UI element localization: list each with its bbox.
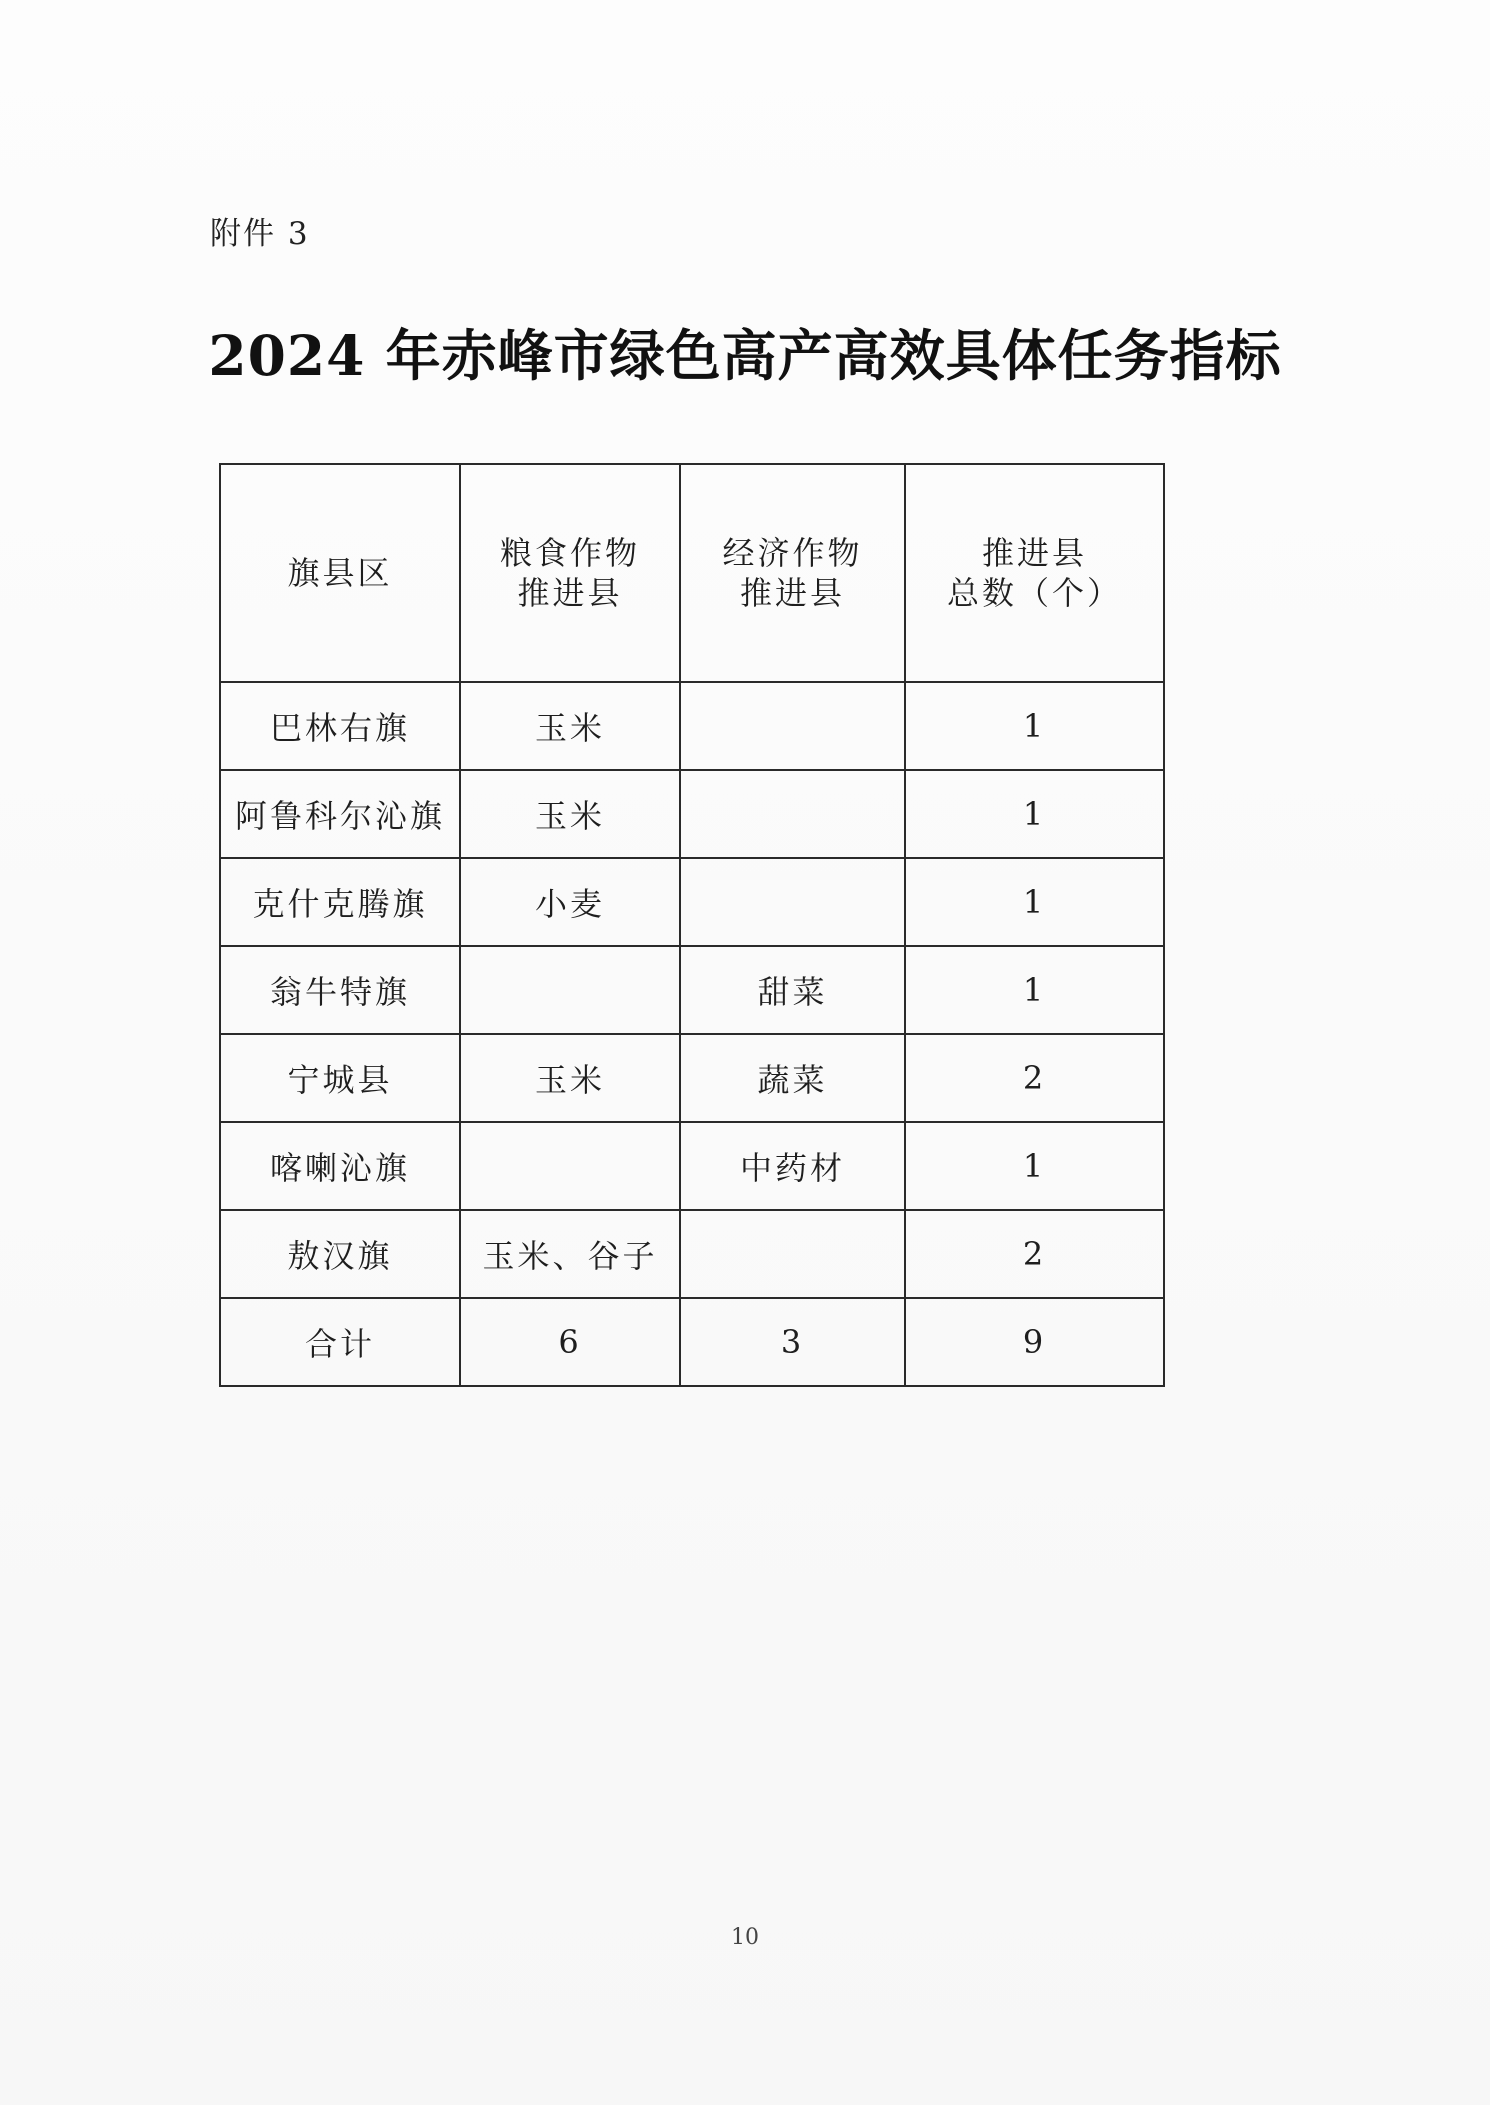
- cell-total: 1: [905, 770, 1164, 858]
- header-total-count: [905, 464, 1164, 682]
- table-row: [220, 1210, 1164, 1298]
- cell-grain: 玉米、谷子: [460, 1210, 680, 1298]
- table-row: [220, 770, 1164, 858]
- cell-total: 1: [905, 946, 1164, 1034]
- header-grain-crop: [460, 464, 680, 682]
- cell-grain: 玉米: [460, 1034, 680, 1122]
- cell-total: 1: [905, 1122, 1164, 1210]
- header-total-count-text: 推进县 总数（个）: [946, 534, 1122, 612]
- cell-economic: [680, 682, 905, 770]
- attachment-label: 附件 3: [210, 216, 310, 252]
- cell-county: 阿鲁科尔沁旗: [220, 770, 460, 858]
- document-title: 2024 年赤峰市绿色高产高效具体任务指标: [208, 323, 1282, 388]
- cell-summary-total: 9: [905, 1298, 1164, 1386]
- table-row: [220, 1122, 1164, 1210]
- cell-grain: [460, 1122, 680, 1210]
- table-header-row: [220, 464, 1164, 682]
- table-row: [220, 682, 1164, 770]
- table-row: [220, 946, 1164, 1034]
- header-county: [220, 464, 460, 682]
- cell-summary-grain: 6: [460, 1298, 680, 1386]
- cell-total: 2: [905, 1210, 1164, 1298]
- cell-county: 敖汉旗: [220, 1210, 460, 1298]
- cell-economic: 中药材: [680, 1122, 905, 1210]
- cell-county: 宁城县: [220, 1034, 460, 1122]
- cell-total: 1: [905, 682, 1164, 770]
- table-row: [220, 1034, 1164, 1122]
- page-number: 10: [731, 1925, 759, 1950]
- header-economic-crop: [680, 464, 905, 682]
- table-row: [220, 858, 1164, 946]
- cell-county: 翁牛特旗: [220, 946, 460, 1034]
- cell-grain: 小麦: [460, 858, 680, 946]
- header-county-text: 旗县区: [287, 554, 393, 592]
- header-economic-crop-text: 经济作物 推进县: [722, 534, 863, 612]
- header-grain-crop-text: 粮食作物 推进县: [499, 534, 640, 612]
- cell-summary-label: 合计: [220, 1298, 460, 1386]
- cell-economic: 蔬菜: [680, 1034, 905, 1122]
- table-summary-row: [220, 1298, 1164, 1386]
- cell-grain: 玉米: [460, 682, 680, 770]
- task-indicator-table: [219, 463, 1165, 1387]
- cell-summary-economic: 3: [680, 1298, 905, 1386]
- cell-total: 1: [905, 858, 1164, 946]
- cell-grain: 玉米: [460, 770, 680, 858]
- cell-county: 喀喇沁旗: [220, 1122, 460, 1210]
- cell-grain: [460, 946, 680, 1034]
- cell-county: 巴林右旗: [220, 682, 460, 770]
- cell-county: 克什克腾旗: [220, 858, 460, 946]
- cell-economic: [680, 858, 905, 946]
- cell-total: 2: [905, 1034, 1164, 1122]
- cell-economic: [680, 770, 905, 858]
- cell-economic: 甜菜: [680, 946, 905, 1034]
- cell-economic: [680, 1210, 905, 1298]
